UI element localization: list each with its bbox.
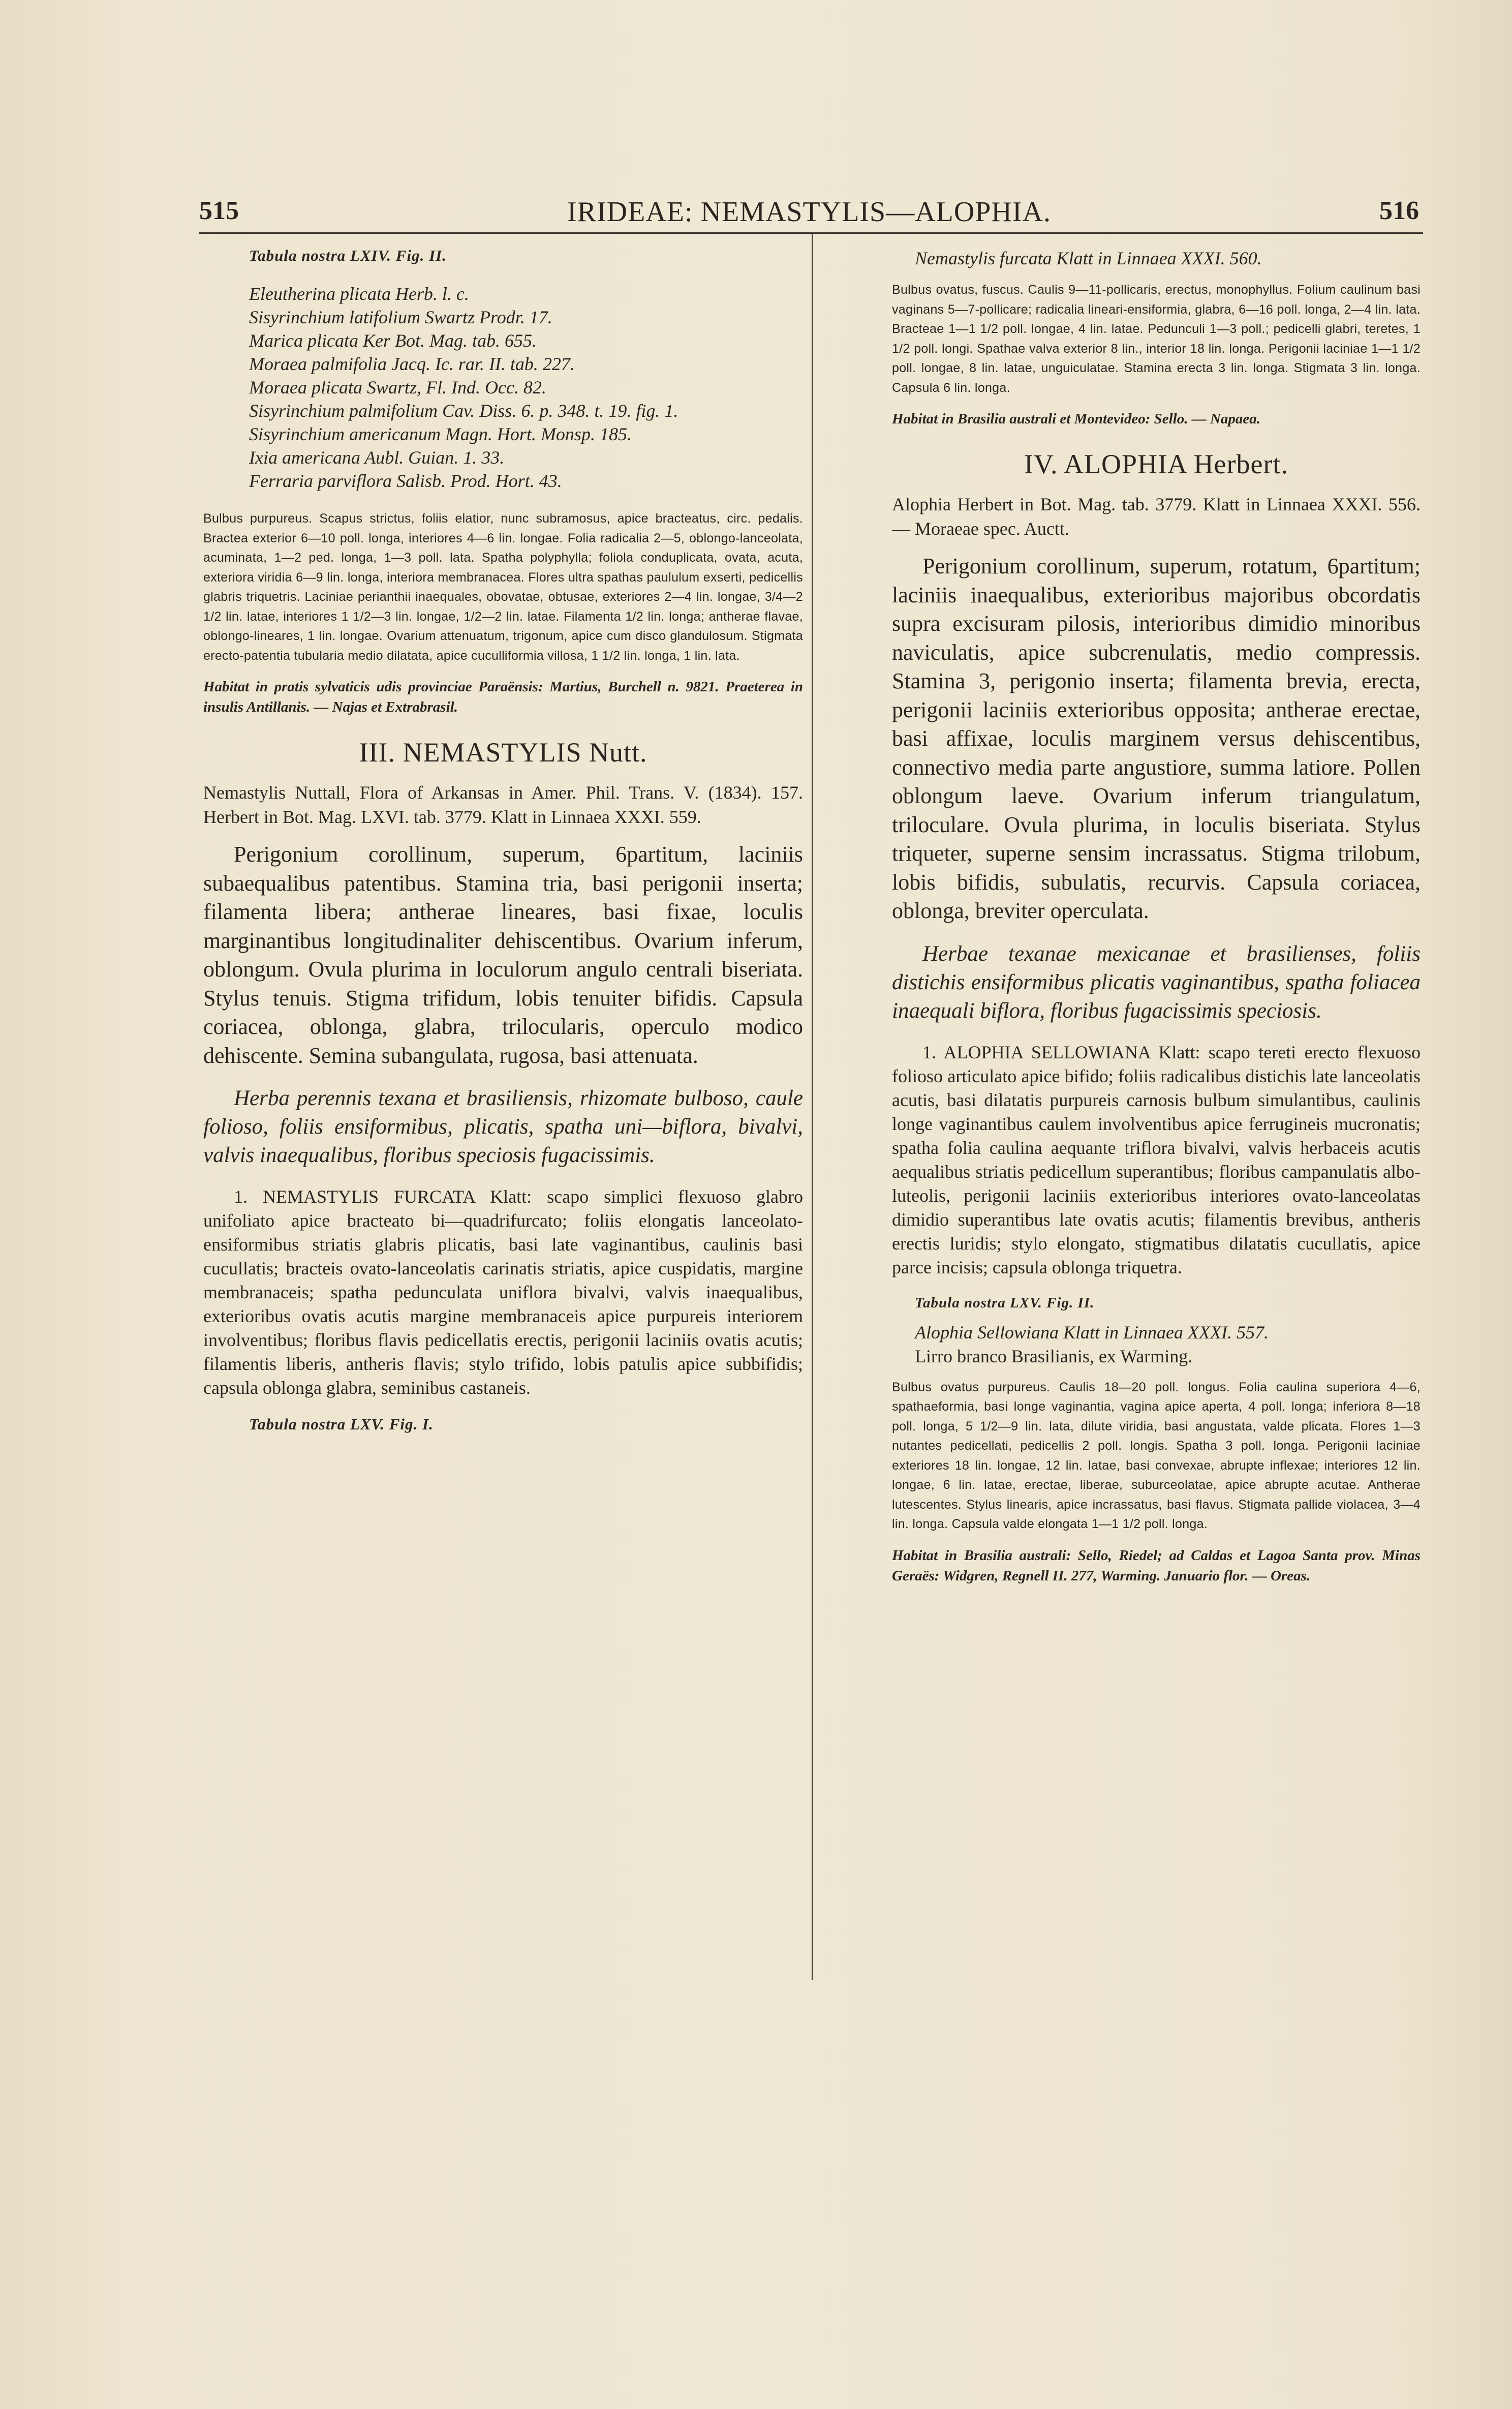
synonym: Marica plicata Ker Bot. Mag. tab. 655.: [249, 330, 537, 351]
species-description-small: Bulbus ovatus purpureus. Caulis 18—20 poll. longus. Folia caulina superiora 4—6, spathaeformia, basi longe vaginantia, vagina apice aperta, 4 poll. longa; inferiora 8—18 poll. longa, 5 1/2—9 lin. lata, dilute viridia, basi angustata, valde plicata. Flores 1—3 nutantes pedicellati, pedicellis 2 poll. longis. Spatha 3 poll. longa. Perigonii laciniae exteriores 18 lin. longae, 12 lin. latae, basi convexae, abrupte inflexae; interiores 12 lin. longae, 6 lin. latae, erectae, liberae, suburceolatae, apice abrupte acutae. Antherae lutescentes. Stylus linearis, apice incrassatus, basi flavus. Stigmata pallide violacea, 3—4 lin. longa. Capsula valde elongata 1—1 1/2 poll. longa.: [892, 1380, 1421, 1531]
synonym: Ferraria parviflora Salisb. Prod. Hort. 43.: [249, 471, 562, 491]
plate-caption: Tabula nostra LXV. Fig. I.: [249, 1415, 434, 1433]
genus-reference: Alophia Herbert in Bot. Mag. tab. 3779. Klatt in Linnaea XXXI. 556. — Moraeae spec. Auctt.: [892, 494, 1421, 539]
column-divider: [812, 234, 813, 1980]
genus-description-text: Perigonium corollinum, superum, rotatum, 6partitum; laciniis inaequalibus, exterioribus majoribus obcordatis supra excisuram pilosis, interioribus dimidio minoribus naviculatis, apice subcrenulatis, medio compressis. Stamina 3, perigonio inserta; filamenta brevia, erecta, perigonii laciniis exterioribus opposita; antherae erectae, basi affixae, loculis marginem versus dehiscentibus, connectivo media parte angustiore, summa latiore. Pollen oblongum laeve. Ovarium inferum triangulatum, triloculare. Ovula plurima, in loculis biseriata. Stylus triqueter, superne sensim incrassatus. Stigma trilobum, lobis bifidis, subulatis, recurvis. Capsula coriacea, oblonga, breviter operculata.: [892, 554, 1421, 923]
synonym-list: [203, 282, 803, 493]
herba-note-text: Herbae texanae mexicanae et brasilienses, foliis distichis ensiformibus plicatis vaginantibus, spatha foliacea inaequali biflora, floribus fugacissimis speciosis.: [892, 941, 1421, 1023]
page-number-right: 516: [1379, 196, 1419, 225]
synonym: Nemastylis furcata Klatt in Linnaea XXXI. 560.: [915, 248, 1262, 268]
page-number-left: 515: [199, 196, 239, 225]
species-description-small: Bulbus purpureus. Scapus strictus, foliis elatior, nunc subramosus, apice bracteatus, circ. pedalis. Bractea exterior 6—10 poll. longa, interiores 4—6 lin. longae. Folia radicalia 2—5, oblongo-lanceolata, acuminata, 1—2 ped. longa, 1—3 poll. lata. Spatha polyphylla; foliola conduplicata, ovata, acuta, exteriora viridia 6—9 lin. longa, interiora membranacea. Flores ultra spathas paululum exserti, pedicellis glabris triquetris. Laciniae perianthii inaequales, obovatae, obtusae, exteriores 2—4 lin. longae, 3/4—2 1/2 lin. latae, interiores 1 1/2—3 lin. longae, 1/2—2 lin. latae. Filamenta 1/2 lin. longa; antherae flavae, oblongo-lineares, 1 lin. longae. Ovarium attenuatum, trigonum, apice cum disco glandulosum. Stigmata erecto-patentia tubularia medio dilatata, apice cuculliformia villosa, 1 1/2 lin. longa, 1 lin. lata.: [203, 511, 803, 663]
genus-description-text: Perigonium corollinum, superum, 6partitum, laciniis subaequalibus patentibus. Stamina tria, basi perigonii inserta; filamenta libera; antherae lineares, basi fixae, loculis marginantibus longitudinaliter dehiscentibus. Ovarium inferum, oblongum. Ovula plurima in loculorum angulo centrali biseriata. Stylus tenuis. Stigma trifidum, lobis tenuiter bifidis. Capsula coriacea, oblonga, glabra, trilocularis, operculo modico dehiscente. Semina subangulata, rugosa, basi attenuata.: [203, 842, 803, 1068]
species-diagnosis-text: 1. ALOPHIA SELLOWIANA Klatt: scapo tereti erecto flexuoso folioso articulato apice bifido; foliis radicalibus distichis late lanceolatis acutis, basi dilatatis purpureis carnosis bulbum simulantibus, caulinis longe vaginantibus caulem involventibus apice ferrugineis mucronatis; spatha folia caulina aequante triflora bivalvi, valvis herbaceis acutis aequalibus striatis pedicellum superantibus; floribus campanulatis albo-luteolis, perigonii laciniis exterioribus interiores ovato-lanceolatas dimidio superantibus late ovatis acutis; filamentis brevibus, antheris erectis luridis; stylo elongato, stigmatibus dilatatis cucullatis, apice parce incisis; capsula oblonga triquetra.: [892, 1042, 1421, 1277]
genus-description: [892, 552, 1421, 926]
synonym: Moraea plicata Swartz, Fl. Ind. Occ. 82.: [249, 377, 546, 398]
running-title: IRIDEAE: NEMASTYLIS—ALOPHIA.: [567, 196, 1051, 228]
herba-note: [203, 1084, 803, 1170]
genus-heading: III. NEMASTYLIS Nutt.: [359, 737, 647, 768]
common-name: Lirro branco Brasilianis, ex Warming.: [915, 1346, 1193, 1366]
herba-note-text: Herba perennis texana et brasiliensis, rhizomate bulboso, caule folioso, foliis ensiformibus, plicatis, spatha uni—biflora, bivalvi, valvis inaequalibus, floribus speciosis fugacissimis.: [203, 1086, 803, 1167]
synonym: Eleutherina plicata Herb. l. c.: [249, 284, 469, 304]
species-diagnosis: [203, 1185, 803, 1400]
habitat-note: Habitat in pratis sylvaticis udis provinciae Paraënsis: Martius, Burchell n. 9821. Praeterea in insulis Antillanis. — Najas et Extrabrasil.: [203, 679, 803, 715]
left-column: [203, 247, 803, 1451]
plate-caption: Tabula nostra LXIV. Fig. II.: [249, 247, 447, 264]
plate-caption: Tabula nostra LXV. Fig. II.: [915, 1294, 1095, 1311]
synonym: Sisyrinchium americanum Magn. Hort. Monsp. 185.: [249, 424, 632, 444]
right-column: [892, 247, 1421, 1586]
synonym: Ixia americana Aubl. Guian. 1. 33.: [249, 447, 505, 468]
genus-reference: Nemastylis Nuttall, Flora of Arkansas in Amer. Phil. Trans. V. (1834). 157. Herbert in Bot. Mag. LXVI. tab. 3779. Klatt in Linnaea XXXI. 559.: [203, 782, 803, 827]
synonym: Sisyrinchium palmifolium Cav. Diss. 6. p. 348. t. 19. fig. 1.: [249, 401, 678, 421]
species-description-small: Bulbus ovatus, fuscus. Caulis 9—11-pollicaris, erectus, monophyllus. Folium caulinum basi vaginans 5—7-pollicare; radicalia lineari-ensiformia, glabra, 6—16 poll. longa, 2—4 lin. lata. Bracteae 1—1 1/2 poll. longae, 4 lin. latae. Pedunculi 1—3 poll.; pedicelli glabri, teretes, 1 1/2 poll. longi. Spathae valva exterior 8 lin., interior 18 lin. longa. Perigonii laciniae 1—1 1/2 poll. longae, 8 lin. latae, unguiculatae. Stamina erecta 3 lin. longa. Stigmata 3 lin. longa. Capsula 6 lin. longa.: [892, 283, 1421, 395]
header-rule: [199, 232, 1423, 234]
species-diagnosis: [892, 1041, 1421, 1279]
species-diagnosis-text: 1. NEMASTYLIS FURCATA Klatt: scapo simplici flexuoso glabro unifoliato apice bracteato bi—quadrifurcato; foliis elongatis lanceolato-ensiformibus striatis glabris plicatis, basi late vaginantibus, caulinis basi cucullatis; bracteis ovato-lanceolatis carinatis striatis, apice cuspidatis, margine membranaceis; spatha pedunculata uniflora bivalvi, valvis inaequalibus, exterioribus ovatis acutis margine membranaceis apice purpureis interiorem involventibus; floribus flavis pedicellatis erectis, perigonii laciniis ovatis acutis; filamentis liberis, antheris flavis; stylo trifido, lobis patulis apice subbifidis; capsula oblonga glabra, seminibus castaneis.: [203, 1186, 803, 1398]
synonym: Alophia Sellowiana Klatt in Linnaea XXXI. 557.: [915, 1322, 1269, 1343]
habitat-note: Habitat in Brasilia australi: Sello, Riedel; ad Caldas et Lagoa Santa prov. Minas Geraës: Widgren, Regnell II. 277, Warming. Januario flor. — Oreas.: [892, 1547, 1421, 1584]
genus-heading: IV. ALOPHIA Herbert.: [1024, 449, 1288, 479]
synonym: Sisyrinchium latifolium Swartz Prodr. 17.: [249, 307, 552, 327]
herba-note: [892, 940, 1421, 1025]
page-header: [199, 196, 1419, 231]
synonym: Moraea palmifolia Jacq. Ic. rar. II. tab. 227.: [249, 354, 575, 374]
habitat-note: Habitat in Brasilia australi et Montevideo: Sello. — Napaea.: [892, 411, 1261, 427]
genus-description: [203, 840, 803, 1070]
